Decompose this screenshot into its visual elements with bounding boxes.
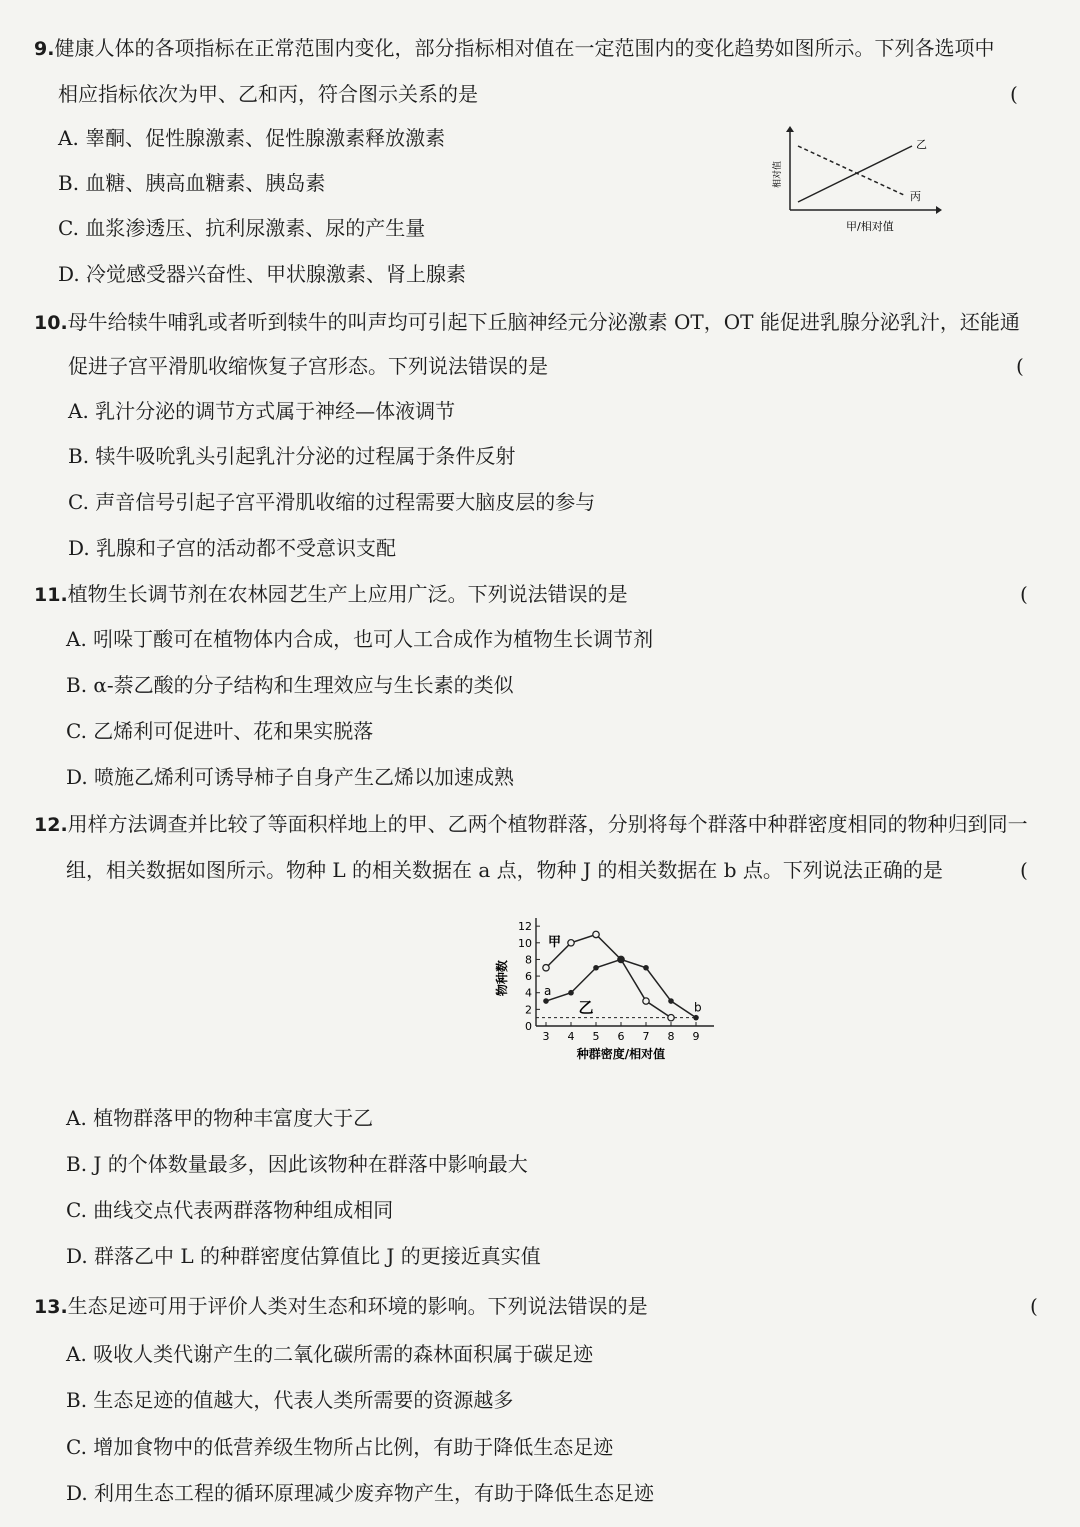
question-11-number: 11. [34, 584, 68, 606]
answer-paren: ( [1010, 82, 1018, 106]
series-label-yi: 乙 [578, 998, 594, 1017]
q9-xlabel: 甲/相对值 [846, 220, 894, 233]
series-line-1 [546, 959, 696, 1017]
option-d: D. 冷觉感受器兴奋性、甲状腺激素、肾上腺素 [58, 262, 467, 286]
option-b: B. α-萘乙酸的分子结构和生理效应与生长素的类似 [66, 673, 514, 697]
question-9 [34, 34, 1066, 294]
q9-x-arrow [936, 206, 942, 214]
option-d: D. 利用生态工程的循环原理减少废弃物产生，有助于降低生态足迹 [66, 1481, 655, 1505]
series-point-solid [643, 965, 649, 971]
question-11-stem-line1 [34, 580, 628, 609]
series-point-hollow [668, 1014, 674, 1020]
answer-paren: ( [1020, 582, 1028, 606]
option-b: B. 犊牛吸吮乳头引起乳汁分泌的过程属于条件反射 [68, 444, 516, 468]
question-12-number: 12. [34, 814, 68, 836]
y-tick-label: 0 [525, 1020, 532, 1033]
question-9-stem: 健康人体的各项指标在正常范围内变化，部分指标相对值在一定范围内的变化趋势如图所示。下列各选项中 [54, 36, 995, 60]
question-10 [34, 308, 1066, 568]
x-tick-label: 9 [692, 1030, 700, 1043]
y-tick-label: 4 [525, 986, 532, 1000]
option-a: A. 植物群落甲的物种丰富度大于乙 [66, 1106, 374, 1130]
series-point-solid [543, 998, 549, 1004]
question-9-number: 9. [34, 38, 55, 60]
x-axis-label: 种群密度/相对值 [576, 1047, 666, 1061]
option-c: C. 增加食物中的低营养级生物所占比例，有助于降低生态足迹 [66, 1435, 614, 1459]
y-tick-label: 6 [525, 970, 532, 984]
option-c: C. 曲线交点代表两群落物种组成相同 [66, 1198, 394, 1222]
question-9-stem-line2: 相应指标依次为甲、乙和丙，符合图示关系的是 [58, 82, 478, 106]
question-10-stem-line2: 促进子宫平滑肌收缩恢复子宫形态。下列说法错误的是 [68, 354, 548, 378]
option-d: D. 喷施乙烯利可诱导柿子自身产生乙烯以加速成熟 [66, 765, 515, 789]
option-a: A. 乳汁分泌的调节方式属于神经—体液调节 [68, 399, 456, 423]
x-tick-label: 8 [667, 1030, 675, 1043]
option-a: A. 吸收人类代谢产生的二氧化碳所需的森林面积属于碳足迹 [66, 1342, 594, 1366]
series-point-solid [568, 990, 574, 996]
series-point-hollow [568, 940, 574, 946]
option-b: B. 生态足迹的值越大，代表人类所需要的资源越多 [66, 1388, 514, 1412]
x-tick-label: 3 [542, 1030, 550, 1043]
question-12-stem-line2: 组，相关数据如图所示。物种 L 的相关数据在 a 点，物种 J 的相关数据在 b 点。下列说法正确的是 [66, 858, 943, 882]
option-d: D. 群落乙中 L 的种群密度估算值比 J 的更接近真实值 [66, 1244, 541, 1268]
q9-line-bing [798, 146, 906, 196]
x-tick-label: 6 [617, 1030, 625, 1043]
answer-paren: ( [1020, 858, 1028, 882]
option-c: C. 声音信号引起子宫平滑肌收缩的过程需要大脑皮层的参与 [68, 490, 596, 514]
question-11-stem: 植物生长调节剂在农林园艺生产上应用广泛。下列说法错误的是 [67, 582, 628, 606]
question-13-number: 13. [34, 1296, 68, 1318]
series-point-solid [668, 998, 674, 1004]
y-tick-label: 2 [525, 1003, 532, 1017]
question-9-stem-line1 [34, 34, 994, 63]
y-tick-label: 8 [525, 953, 532, 967]
question-12-stem-line1 [34, 810, 1028, 839]
q9-y-arrow [786, 126, 794, 132]
series-label-jia: 甲 [548, 935, 562, 951]
question-13 [34, 1292, 1066, 1522]
series-point-hollow [543, 965, 549, 971]
q9-ylabel: 相对值 [773, 160, 783, 188]
question-11 [34, 580, 1066, 790]
question-10-stem-line1 [34, 308, 1020, 337]
option-d: D. 乳腺和子宫的活动都不受意识支配 [68, 536, 397, 560]
series-point-hollow [593, 931, 599, 937]
series-point-solid [593, 965, 599, 971]
y-tick-label: 12 [518, 920, 532, 934]
question-13-stem: 生态足迹可用于评价人类对生态和环境的影响。下列说法错误的是 [67, 1294, 648, 1318]
answer-paren: ( [1016, 354, 1024, 378]
question-12 [34, 810, 1066, 1280]
option-b: B. J 的个体数量最多，因此该物种在群落中影响最大 [66, 1152, 528, 1176]
question-10-stem: 母牛给犊牛哺乳或者听到犊牛的叫声均可引起下丘脑神经元分泌激素 OT，OT 能促进乳腺分泌乳汁，还能通 [67, 310, 1020, 334]
q9-line-yi [798, 146, 912, 202]
option-c: C. 乙烯利可促进叶、花和果实脱落 [66, 719, 374, 743]
question-12-stem: 用样方法调查并比较了等面积样地上的甲、乙两个植物群落，分别将每个群落中种群密度相同的物种归到同一 [67, 812, 1028, 836]
option-a: A. 吲哚丁酸可在植物体内合成，也可人工合成作为植物生长调节剂 [66, 627, 654, 651]
series-point-solid [618, 957, 624, 963]
x-tick-label: 7 [642, 1030, 650, 1043]
question-10-number: 10. [34, 312, 68, 334]
option-c: C. 血浆渗透压、抗利尿激素、尿的产生量 [58, 216, 426, 240]
series-point-solid [693, 1015, 699, 1021]
q9-label-bing: 丙 [910, 190, 921, 203]
q9-trend-figure [764, 126, 944, 236]
answer-paren: ( [1030, 1294, 1038, 1318]
y-tick-label: 10 [518, 936, 532, 950]
point-annotation-b: b [694, 1000, 702, 1015]
point-annotation-a: a [544, 984, 552, 999]
y-axis-label: 物种数 [495, 960, 509, 997]
x-tick-label: 4 [567, 1030, 575, 1043]
q12-species-density-chart [454, 910, 724, 1070]
series-point-hollow [643, 998, 649, 1004]
x-tick-label: 5 [592, 1030, 600, 1043]
q9-label-yi: 乙 [916, 138, 927, 151]
question-13-stem-line1 [34, 1292, 648, 1321]
option-a: A. 睾酮、促性腺激素、促性腺激素释放激素 [58, 126, 446, 150]
option-b: B. 血糖、胰高血糖素、胰岛素 [58, 171, 326, 195]
